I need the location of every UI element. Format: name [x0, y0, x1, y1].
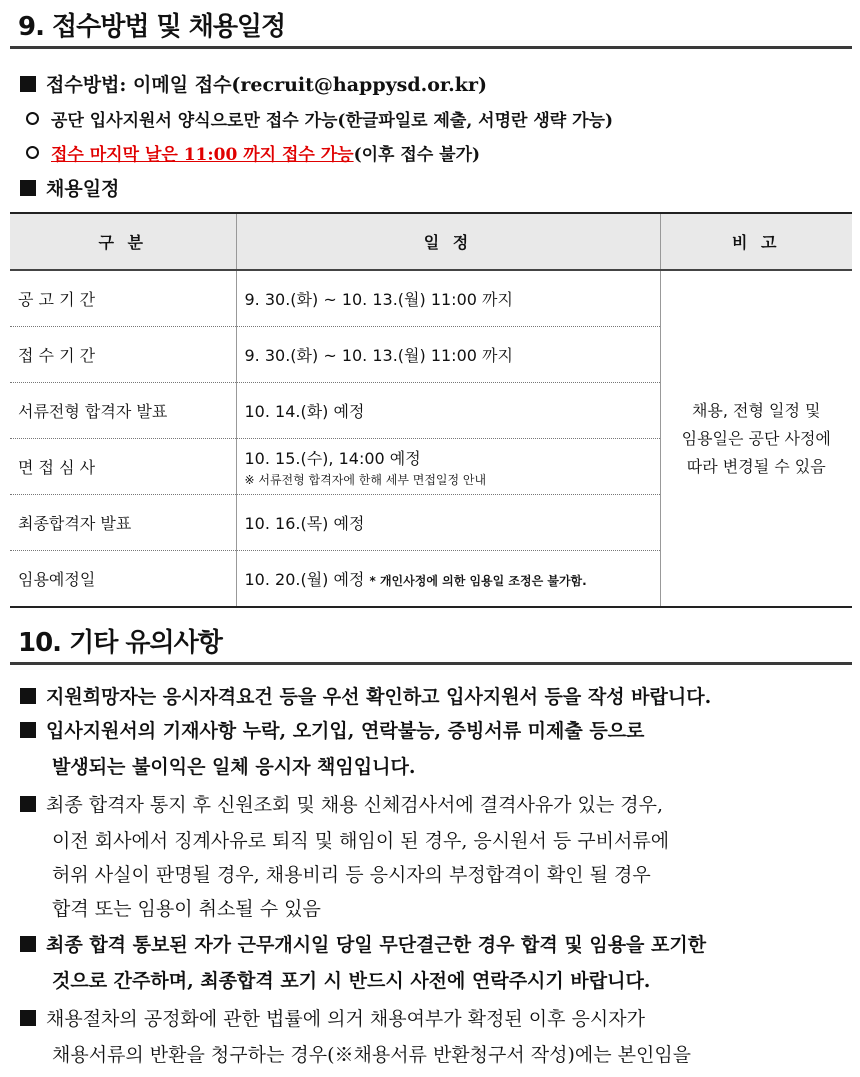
notice-item-5-line-1: 채용절차의 공정화에 관한 법률에 의거 채용여부가 확정된 이후 응시자가	[46, 1008, 645, 1030]
row-label: 서류전형 합격자 발표	[10, 383, 236, 439]
row-label: 공 고 기 간	[10, 270, 236, 327]
row-schedule	[236, 439, 660, 495]
row-label: 접 수 기 간	[10, 327, 236, 383]
row-label: 면 접 심 사	[10, 439, 236, 495]
schedule-table	[10, 212, 852, 608]
notice-item-5-line-2: 채용서류의 반환을 청구하는 경우(※채용서류 반환청구서 작성)에는 본인임을	[52, 1044, 692, 1066]
header-schedule: 일 정	[236, 213, 660, 270]
notice-item-3-line-3: 허위 사실이 판명될 경우, 채용비리 등 응시자의 부정합격이 확인 될 경우	[52, 864, 651, 886]
method-heading-text: 접수방법: 이메일 접수(recruit@happysd.or.kr)	[46, 74, 487, 96]
notice-item-5	[20, 1004, 645, 1031]
notice-item-4-line-2: 것으로 간주하며, 최종합격 포기 시 반드시 사전에 연락주시기 바랍니다.	[52, 970, 651, 992]
notice-item-2-line-1: 입사지원서의 기재사항 누락, 오기입, 연락불능, 증빙서류 미제출 등으로	[46, 720, 645, 742]
square-bullet-icon	[20, 688, 36, 704]
schedule-heading-text: 채용일정	[46, 178, 120, 200]
square-bullet-icon	[20, 76, 36, 92]
note-line-1: 채용, 전형 일정 및	[691, 400, 821, 420]
row-schedule	[236, 551, 660, 608]
row-schedule: 9. 30.(화) ~ 10. 13.(월) 11:00 까지	[236, 327, 660, 383]
square-bullet-icon	[20, 1010, 36, 1026]
table-row	[10, 270, 852, 327]
schedule-heading	[20, 174, 119, 201]
notice-item-1	[20, 682, 711, 709]
header-category: 구 분	[10, 213, 236, 270]
appointment-schedule: 10. 20.(월) 예정	[244, 570, 365, 589]
square-bullet-icon	[20, 796, 36, 812]
circle-bullet-icon	[26, 112, 39, 125]
notice-item-2	[20, 716, 644, 743]
notice-item-3-line-1: 최종 합격자 통지 후 신원조회 및 채용 신체검사서에 결격사유가 있는 경우,	[46, 794, 664, 816]
notice-item-4	[20, 930, 706, 957]
note-line-2: 임용일은 공단 사정에	[681, 428, 831, 448]
notice-item-3	[20, 790, 663, 817]
square-bullet-icon	[20, 722, 36, 738]
notice-item-3-line-4: 합격 또는 임용이 취소될 수 있음	[52, 898, 321, 920]
square-bullet-icon	[20, 180, 36, 196]
interview-sub-note: ※ 서류전형 합격자에 한해 세부 면접일정 안내	[244, 472, 487, 487]
row-schedule: 10. 14.(화) 예정	[236, 383, 660, 439]
section-9-divider	[10, 46, 852, 49]
bullet-deadline	[26, 140, 480, 165]
notice-item-1-line-1: 지원희망자는 응시자격요건 등을 우선 확인하고 입사지원서 등을 작성 바랍니다.	[46, 686, 712, 708]
notice-item-2-line-2: 발생되는 불이익은 일체 응시자 책임입니다.	[52, 756, 416, 778]
deadline-tail-text: (이후 접수 불가)	[353, 145, 481, 165]
note-line-3: 따라 변경될 수 있음	[686, 456, 826, 476]
section-9-title: 9. 접수방법 및 채용일정	[18, 12, 286, 42]
deadline-red-text: 접수 마지막 날은 11:00 까지 접수 가능	[51, 145, 354, 165]
method-heading	[20, 70, 487, 97]
section-10-title: 10. 기타 유의사항	[18, 628, 222, 658]
row-label: 임용예정일	[10, 551, 236, 608]
bullet-form-only	[26, 106, 613, 131]
note-cell	[660, 270, 852, 607]
bullet-form-only-text: 공단 입사지원서 양식으로만 접수 가능(한글파일로 제출, 서명란 생략 가능)	[51, 111, 614, 131]
notice-item-3-line-2: 이전 회사에서 징계사유로 퇴직 및 해임이 된 경우, 응시원서 등 구비서류에	[52, 830, 670, 852]
circle-bullet-icon	[26, 146, 39, 159]
header-note: 비 고	[660, 213, 852, 270]
appointment-sub-note: * 개인사정에 의한 임용일 조정은 불가함.	[369, 574, 587, 588]
row-schedule: 10. 16.(목) 예정	[236, 495, 660, 551]
row-schedule: 9. 30.(화) ~ 10. 13.(월) 11:00 까지	[236, 270, 660, 327]
notice-item-4-line-1: 최종 합격 통보된 자가 근무개시일 당일 무단결근한 경우 합격 및 임용을 포기한	[46, 934, 707, 956]
table-header-row	[10, 213, 852, 270]
interview-schedule: 10. 15.(수), 14:00 예정	[244, 448, 421, 468]
row-label: 최종합격자 발표	[10, 495, 236, 551]
section-10-divider	[10, 662, 852, 665]
square-bullet-icon	[20, 936, 36, 952]
